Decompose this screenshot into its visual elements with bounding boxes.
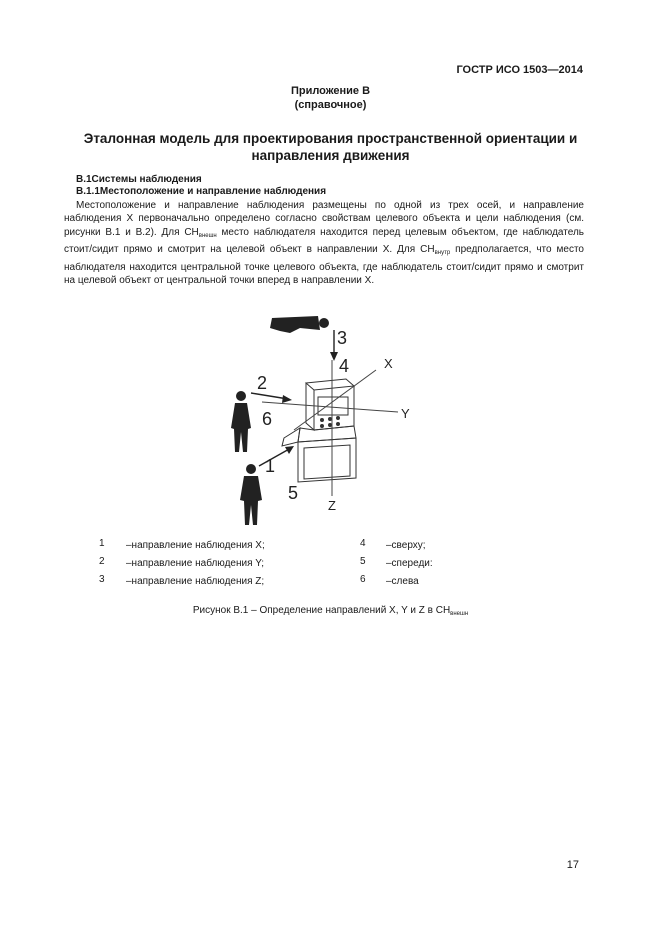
- legend-text-6: –слева: [386, 576, 419, 587]
- standard-number: ГОСТР ИСО 1503—2014: [456, 64, 583, 76]
- legend-num-3: 3: [99, 574, 105, 585]
- figure-label-2: 2: [257, 373, 268, 393]
- annex-title: Приложение В: [290, 85, 371, 97]
- legend-num-2: 2: [99, 556, 105, 567]
- para-text-1: Местоположение и направление наблюдения размещены по одной из трех осей, и направление наблюдения X первоначально определено согласно свойствам целевого объекта и цели наблюдения (см. рисунки В.1 и В.2). Для СН: [64, 200, 584, 238]
- legend-num-5: 5: [360, 556, 366, 567]
- legend-text-1: –направление наблюдения X;: [126, 540, 265, 551]
- para-subscript-2: внутр: [434, 250, 451, 257]
- annex-type: (справочное): [294, 99, 367, 111]
- legend-text-3: –направление наблюдения Z;: [126, 576, 265, 587]
- control-console: [282, 379, 356, 482]
- para-text-3: предполагается, что место наблюдателя находится центральной точке целевого объекта, где наблюдатель стоит/сидит прямо и смотрит на целевой объект от центральной точки вперед в направлении X.: [64, 244, 584, 287]
- legend-num-6: 6: [360, 574, 366, 585]
- para-subscript-1: внешн: [198, 232, 217, 239]
- observer-top-icon: [270, 316, 329, 333]
- page-title: Эталонная модель для проектирования пространственной ориентации и направления движения: [83, 131, 578, 163]
- figure-label-5: 5: [288, 483, 299, 503]
- legend-num-1: 1: [99, 538, 105, 549]
- axis-y-label: Y: [401, 406, 410, 421]
- para-text-2: место наблюдателя находится перед целевым объектом, где наблюдатель стоит/сидит прямо и смотрит на целевой объект в направлении X. Для СН: [64, 226, 585, 256]
- legend-text-5: –спереди:: [386, 558, 433, 569]
- arrow-direction-y: [251, 393, 288, 399]
- axis-x-label: X: [384, 356, 393, 371]
- legend-text-4: –сверху;: [386, 540, 426, 551]
- section-heading-b11: В.1.1Местоположение и направление наблюдения: [76, 186, 327, 197]
- figure-label-1: 1: [265, 456, 276, 476]
- figure-caption: [0, 605, 661, 617]
- legend-text-2: –направление наблюдения Y;: [126, 558, 265, 569]
- legend-num-4: 4: [360, 538, 366, 549]
- page-number: 17: [566, 859, 579, 871]
- figure-label-6: 6: [262, 409, 273, 429]
- axis-z-label: Z: [328, 498, 336, 513]
- body-paragraph: [64, 199, 584, 287]
- section-heading-b1: В.1Системы наблюдения: [76, 174, 202, 185]
- observer-left-icon: [231, 391, 251, 452]
- figure-label-3: 3: [337, 328, 348, 348]
- caption-text: Рисунок В.1 – Определение направлений X, Y и Z в СН: [192, 605, 451, 616]
- figure-b1: [200, 308, 460, 533]
- annex-heading: [0, 84, 661, 112]
- figure-label-4: 4: [339, 356, 350, 376]
- observer-front-icon: [240, 464, 262, 525]
- caption-subscript: внешн: [450, 611, 469, 617]
